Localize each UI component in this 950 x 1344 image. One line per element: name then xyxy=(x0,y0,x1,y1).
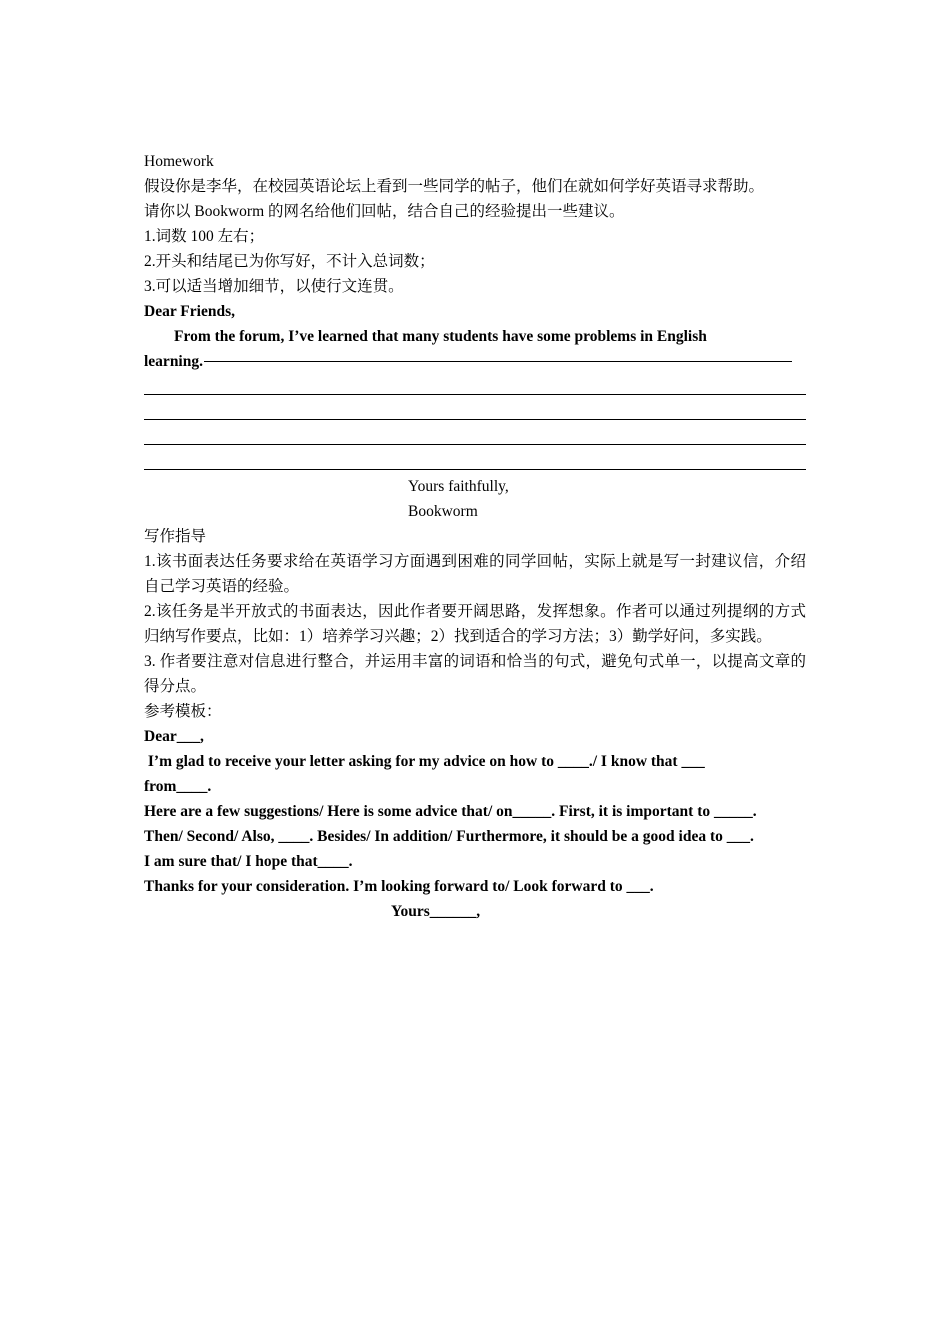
prompt-line-1: 假设你是李华，在校园英语论坛上看到一些同学的帖子，他们在就如何学好英语寻求帮助。 xyxy=(144,178,765,195)
template-title: 参考模板： xyxy=(144,703,222,720)
letter-opening-continued xyxy=(144,349,806,374)
guide-point-2: 2.该任务是半开放式的书面表达，因此作者要开阔思路，发挥想象。作者可以通过列提纲的方式归纳写作要点，比如：1）培养学习兴趣；2）找到适合的学习方法；3）勤学好问，多实践。 xyxy=(144,603,806,645)
template-line-6: I am sure that/ I hope that____. xyxy=(144,853,353,870)
writing-blank-line[interactable] xyxy=(144,424,806,449)
letter-closing: Yours faithfully, xyxy=(408,478,509,495)
guide-point-1: 1.该书面表达任务要求给在英语学习方面遇到困难的同学回帖，实际上就是写一封建议信，介绍自己学习英语的经验。 xyxy=(144,553,806,595)
writing-blank-line[interactable] xyxy=(144,374,806,399)
template-line-2: I’m glad to receive your letter asking for my advice on how to ____./ I know that ___ xyxy=(144,753,705,770)
requirement-3: 3.可以适当增加细节，以使行文连贯。 xyxy=(144,278,404,295)
requirement-1: 1.词数 100 左右； xyxy=(144,228,265,245)
writing-blank-line[interactable] xyxy=(144,399,806,424)
writing-blank-line[interactable] xyxy=(144,449,806,474)
letter-opening: From the forum, I’ve learned that many students have some problems in English xyxy=(174,328,707,345)
document-page xyxy=(144,149,806,924)
prompt-line-2: 请你以 Bookworm 的网名给他们回帖，结合自己的经验提出一些建议。 xyxy=(144,203,625,220)
template-line-8: Yours______, xyxy=(391,903,481,920)
guide-title: 写作指导 xyxy=(144,528,207,545)
writing-blank-first[interactable]: learning. xyxy=(144,353,792,370)
letter-signature: Bookworm xyxy=(408,503,478,520)
requirement-2: 2.开头和结尾已为你写好，不计入总词数； xyxy=(144,253,435,270)
letter-salutation: Dear Friends, xyxy=(144,303,235,320)
template-line-3: from____. xyxy=(144,778,212,795)
template-line-7: Thanks for your consideration. I’m looking forward to/ Look forward to ___. xyxy=(144,878,654,895)
template-line-4: Here are a few suggestions/ Here is some advice that/ on_____. First, it is important to _____. xyxy=(144,803,757,820)
guide-point-3: 3. 作者要注意对信息进行整合，并运用丰富的词语和恰当的句式，避免句式单一，以提高文章的得分点。 xyxy=(144,653,806,695)
template-line-5: Then/ Second/ Also, ____. Besides/ In addition/ Furthermore, it should be a good idea to ___. xyxy=(144,828,754,845)
template-line-1: Dear___, xyxy=(144,728,204,745)
homework-title: Homework xyxy=(144,153,214,170)
